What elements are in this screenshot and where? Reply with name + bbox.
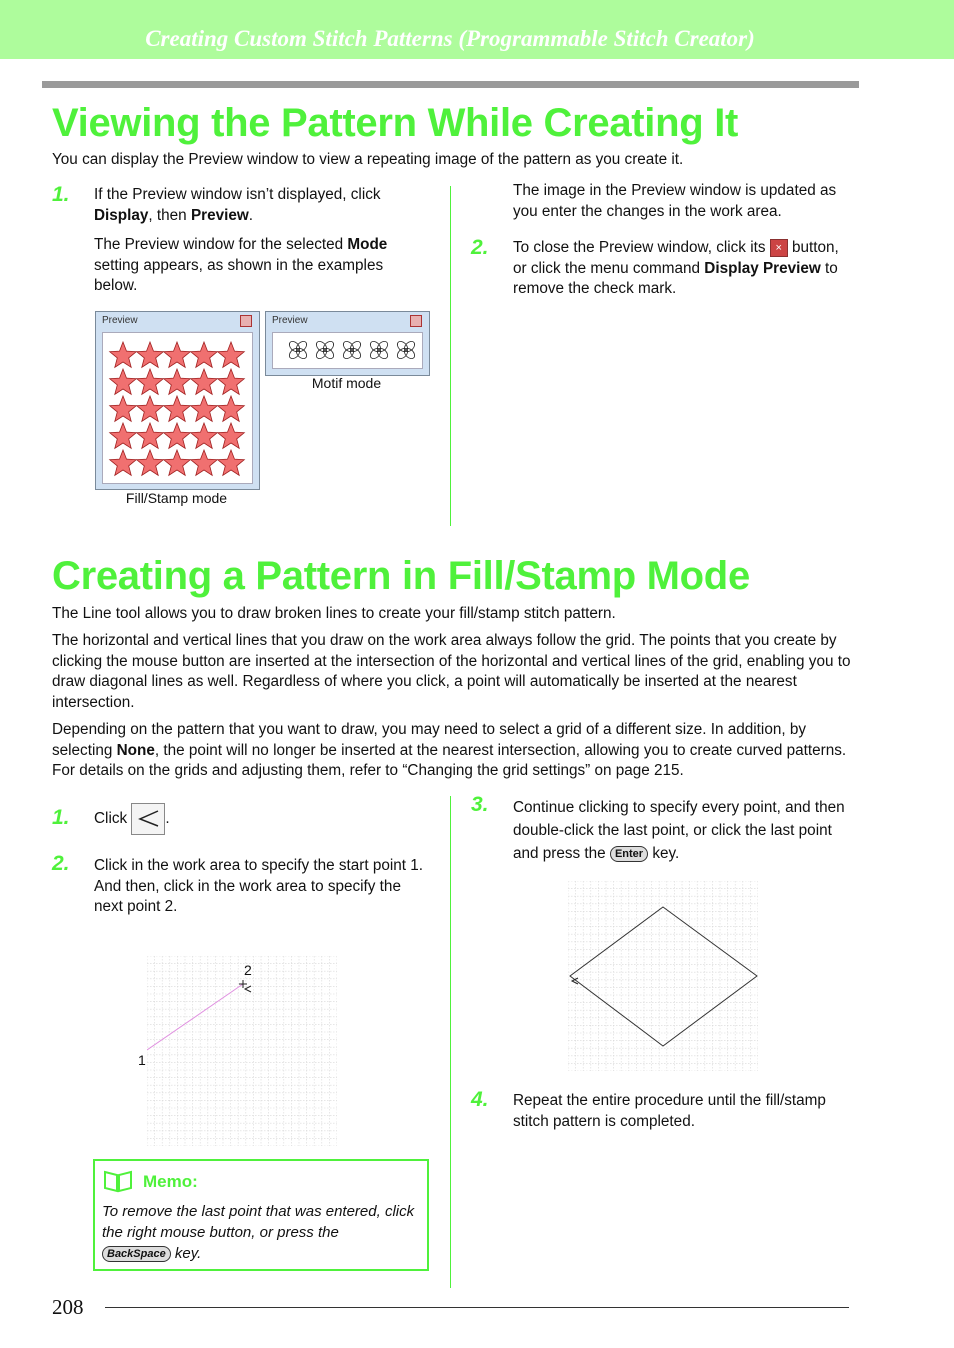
step1-text: If the Preview window isn’t displayed, click Display, then Preview. xyxy=(94,186,381,224)
enter-key: Enter xyxy=(610,846,648,862)
section-title-viewing: Viewing the Pattern While Creating It xyxy=(52,101,739,145)
petal-motif xyxy=(314,339,335,360)
close-icon[interactable] xyxy=(240,315,252,327)
star-motif xyxy=(218,423,245,448)
point-label-1: 1 xyxy=(138,1052,146,1068)
preview-window-title: Preview xyxy=(272,315,308,326)
step1-note: The Preview window for the selected Mode setting appears, as shown in the examples below. xyxy=(94,236,388,294)
step4-text: Repeat the entire procedure until the fill/stamp stitch pattern is completed. xyxy=(513,1092,826,1130)
star-motif xyxy=(110,369,137,394)
chapter-title: Creating Custom Stitch Patterns (Programmable Stitch Creator) xyxy=(145,26,755,51)
step3-text: Continue clicking to specify every point, and then double-click the last point, or click the last point and press the Enter key. xyxy=(513,799,845,862)
star-motif xyxy=(137,396,164,421)
top-rule xyxy=(42,81,859,88)
step2-click-points: Click in the work area to specify the start point 1. And then, click in the work area to specify the next point 2. xyxy=(94,857,424,915)
memo-text: To remove the last point that was entered, click the right mouse button, or press the BackSpace key. xyxy=(102,1203,415,1262)
star-motif xyxy=(191,423,218,448)
page-number: 208 xyxy=(52,1295,84,1319)
star-motif xyxy=(164,369,191,394)
star-motif xyxy=(164,342,191,367)
star-motif xyxy=(218,342,245,367)
star-motif xyxy=(218,369,245,394)
step-number: 3. xyxy=(471,793,489,816)
point-label-2: 2 xyxy=(244,962,252,978)
stars-pattern xyxy=(103,333,252,483)
display-menu-ref: Display xyxy=(94,206,149,224)
motif-mode-caption: Motif mode xyxy=(311,375,382,391)
memo-title: Memo: xyxy=(143,1172,198,1191)
star-motif xyxy=(191,450,218,475)
star-motif xyxy=(137,450,164,475)
star-motif xyxy=(110,450,137,475)
preview-update-note: The image in the Preview window is updated as you enter the changes in the work area. xyxy=(513,182,837,220)
close-icon[interactable] xyxy=(410,315,422,327)
preview-pane xyxy=(102,332,253,484)
step-number: 2. xyxy=(471,236,489,259)
star-motif xyxy=(218,396,245,421)
column-divider xyxy=(450,796,451,1288)
star-motif xyxy=(110,342,137,367)
star-motif xyxy=(137,423,164,448)
preview-window-title: Preview xyxy=(102,315,138,326)
preview-window-motif xyxy=(265,311,430,376)
work-area-grid-1 xyxy=(147,956,337,1146)
work-area-grid-2 xyxy=(568,881,758,1071)
step-number: 4. xyxy=(471,1088,489,1111)
petal-motif xyxy=(287,339,308,360)
section2-para3: Depending on the pattern that you want to draw, you may need to select a grid of a different size. In addition, by selecting None, the point will no longer be inserted at the nearest intersection, allowing you to create curved patterns. For details on the grids and adjusting them, refer to “Changing the grid settings” on page 215. xyxy=(52,721,847,779)
step2-text: To close the Preview window, click its × button, or click the menu command Display Preview to remove the check mark. xyxy=(513,239,839,297)
fill-mode-caption: Fill/Stamp mode xyxy=(125,490,228,506)
preview-window-fill xyxy=(95,311,260,490)
star-motif xyxy=(191,396,218,421)
petal-motif xyxy=(395,339,416,360)
star-motif xyxy=(164,423,191,448)
close-button-icon: × xyxy=(770,239,788,257)
section2-para1: The Line tool allows you to draw broken lines to create your fill/stamp stitch pattern. xyxy=(52,605,616,622)
line-tool-button[interactable] xyxy=(131,803,165,835)
star-motif xyxy=(110,423,137,448)
preview-pane xyxy=(272,332,423,369)
section1-intro: You can display the Preview window to view a repeating image of the pattern as you create it. xyxy=(52,151,684,168)
step-number: 1. xyxy=(52,183,70,206)
backspace-key: BackSpace xyxy=(102,1246,171,1262)
star-motif xyxy=(137,342,164,367)
petal-motif xyxy=(368,339,389,360)
petal-motif xyxy=(341,339,362,360)
star-motif xyxy=(164,396,191,421)
star-motif xyxy=(110,396,137,421)
book-icon xyxy=(103,1169,133,1193)
section-title-fill-stamp: Creating a Pattern in Fill/Stamp Mode xyxy=(52,554,750,598)
star-motif xyxy=(164,450,191,475)
star-motif xyxy=(191,369,218,394)
section2-para2: The horizontal and vertical lines that you draw on the work area always follow the grid. The points that you create by clicking the mouse button are inserted at the intersection of the horizontal and vertical lines of the grid, enabling you to draw diagonal lines as well. Regardless of where you click, a point will automatically be inserted at the nearest intersection. xyxy=(52,632,851,711)
column-divider xyxy=(450,186,451,526)
star-motif xyxy=(218,450,245,475)
step-number: 2. xyxy=(52,852,70,875)
preview-menu-ref: Preview xyxy=(190,206,249,224)
footer-rule xyxy=(105,1307,849,1308)
star-motif xyxy=(137,369,164,394)
line-tool-icon xyxy=(132,804,164,834)
step1-click-line-tool: Click . xyxy=(94,802,424,836)
star-motif xyxy=(191,342,218,367)
step-number: 1. xyxy=(52,806,70,829)
motif-pattern xyxy=(273,333,422,368)
